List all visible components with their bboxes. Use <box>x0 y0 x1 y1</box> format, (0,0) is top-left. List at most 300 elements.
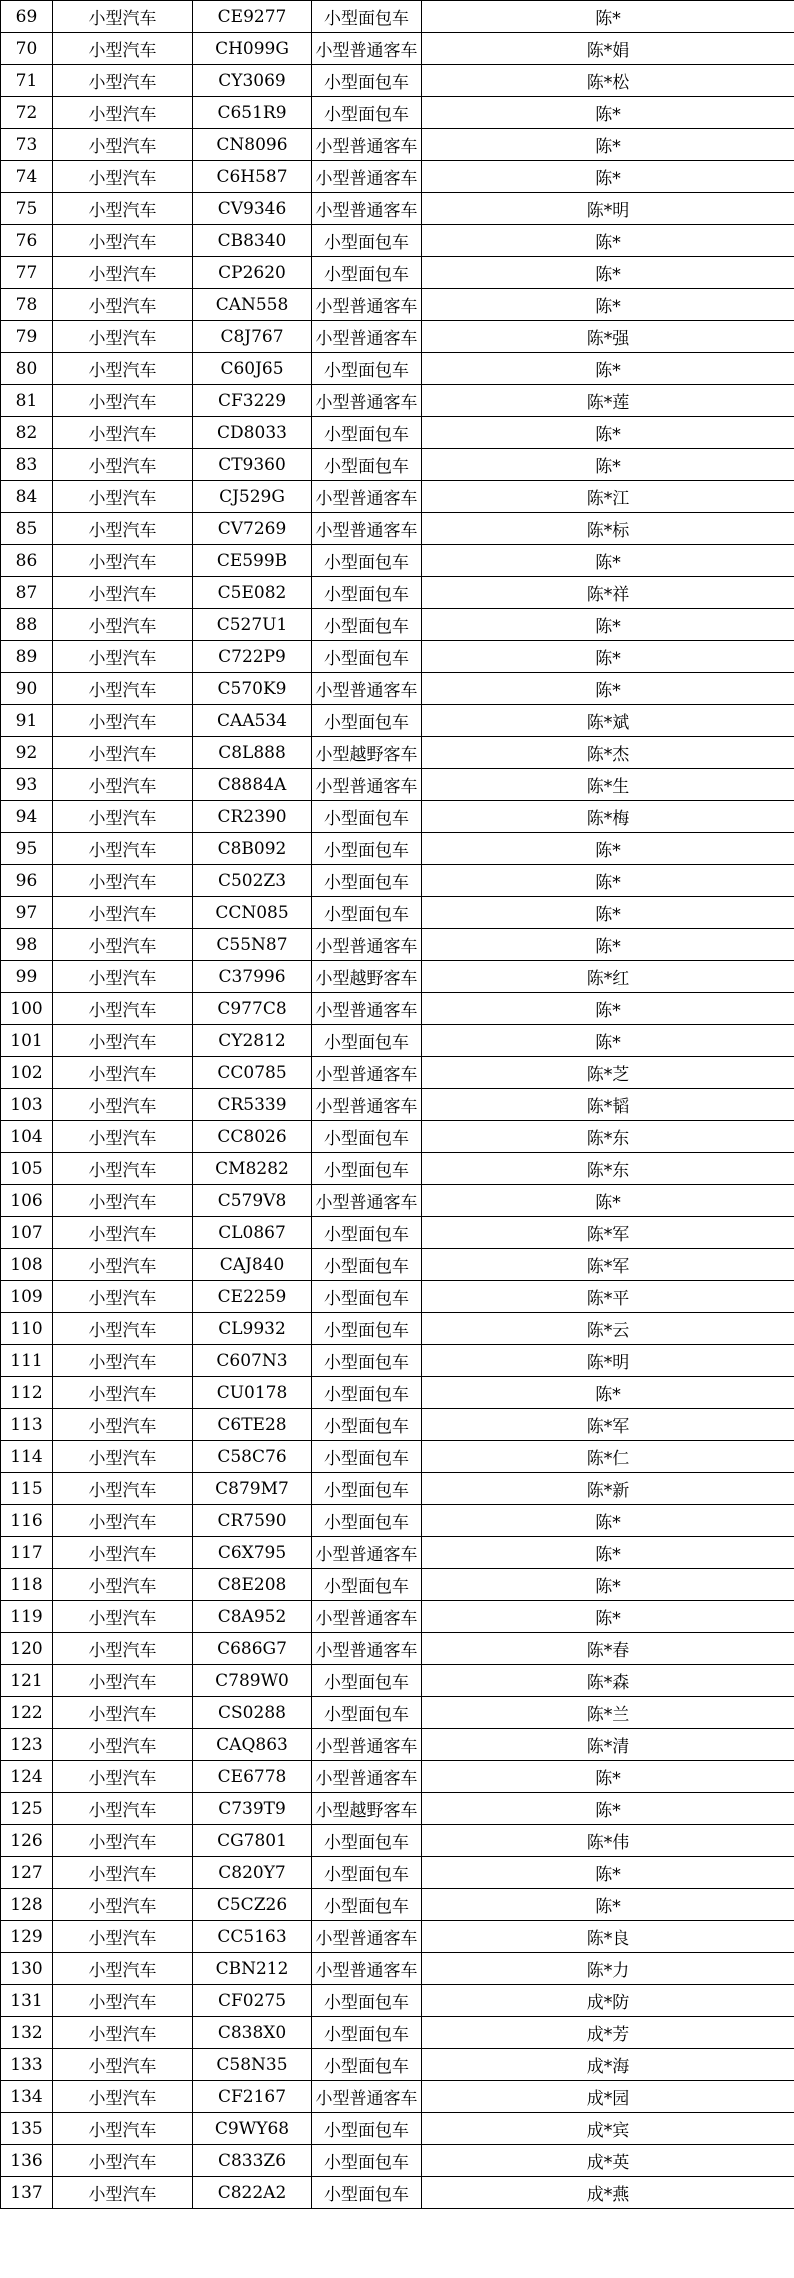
owner-name-cell: 陈* <box>422 1889 794 1921</box>
table-row <box>1 1537 794 1569</box>
plate-type-cell: 小型汽车 <box>53 1761 193 1793</box>
vehicle-type-cell: 小型面包车 <box>312 1281 422 1313</box>
vehicle-type-cell: 小型普通客车 <box>312 481 422 513</box>
row-number-cell: 129 <box>1 1921 53 1953</box>
row-number-cell: 122 <box>1 1697 53 1729</box>
owner-name-cell: 成*英 <box>422 2145 794 2177</box>
plate-type-cell: 小型汽车 <box>53 1377 193 1409</box>
plate-type-cell: 小型汽车 <box>53 1409 193 1441</box>
table-row <box>1 801 794 833</box>
table-row <box>1 1249 794 1281</box>
plate-type-cell: 小型汽车 <box>53 897 193 929</box>
vehicle-type-cell: 小型面包车 <box>312 641 422 673</box>
plate-number-cell: CV9346 <box>193 193 312 225</box>
table-row <box>1 673 794 705</box>
plate-type-cell: 小型汽车 <box>53 833 193 865</box>
plate-number-cell: CB8340 <box>193 225 312 257</box>
row-number-cell: 71 <box>1 65 53 97</box>
plate-type-cell: 小型汽车 <box>53 1825 193 1857</box>
table-row <box>1 1953 794 1985</box>
owner-name-cell: 陈* <box>422 97 794 129</box>
plate-number-cell: CL9932 <box>193 1313 312 1345</box>
table-row <box>1 1025 794 1057</box>
row-number-cell: 92 <box>1 737 53 769</box>
table-row <box>1 1921 794 1953</box>
owner-name-cell: 陈*莲 <box>422 385 794 417</box>
row-number-cell: 86 <box>1 545 53 577</box>
row-number-cell: 113 <box>1 1409 53 1441</box>
plate-number-cell: CU0178 <box>193 1377 312 1409</box>
plate-number-cell: CH099G <box>193 33 312 65</box>
plate-type-cell: 小型汽车 <box>53 1793 193 1825</box>
row-number-cell: 125 <box>1 1793 53 1825</box>
row-number-cell: 126 <box>1 1825 53 1857</box>
vehicle-type-cell: 小型普通客车 <box>312 321 422 353</box>
table-row <box>1 385 794 417</box>
owner-name-cell: 陈* <box>422 1601 794 1633</box>
table-row <box>1 1857 794 1889</box>
plate-number-cell: C579V8 <box>193 1185 312 1217</box>
vehicle-type-cell: 小型面包车 <box>312 225 422 257</box>
row-number-cell: 103 <box>1 1089 53 1121</box>
owner-name-cell: 陈* <box>422 1537 794 1569</box>
row-number-cell: 127 <box>1 1857 53 1889</box>
owner-name-cell: 陈*芝 <box>422 1057 794 1089</box>
row-number-cell: 74 <box>1 161 53 193</box>
row-number-cell: 116 <box>1 1505 53 1537</box>
vehicle-type-cell: 小型面包车 <box>312 1 422 33</box>
table-row <box>1 961 794 993</box>
plate-type-cell: 小型汽车 <box>53 1633 193 1665</box>
row-number-cell: 124 <box>1 1761 53 1793</box>
owner-name-cell: 成*防 <box>422 1985 794 2017</box>
owner-name-cell: 陈*森 <box>422 1665 794 1697</box>
vehicle-type-cell: 小型普通客车 <box>312 1057 422 1089</box>
plate-number-cell: C5E082 <box>193 577 312 609</box>
vehicle-type-cell: 小型面包车 <box>312 577 422 609</box>
vehicle-type-cell: 小型面包车 <box>312 609 422 641</box>
plate-type-cell: 小型汽车 <box>53 2177 193 2209</box>
table-row <box>1 161 794 193</box>
plate-type-cell: 小型汽车 <box>53 193 193 225</box>
vehicle-type-cell: 小型面包车 <box>312 1697 422 1729</box>
row-number-cell: 99 <box>1 961 53 993</box>
plate-number-cell: C58C76 <box>193 1441 312 1473</box>
owner-name-cell: 成*园 <box>422 2081 794 2113</box>
table-row <box>1 769 794 801</box>
row-number-cell: 95 <box>1 833 53 865</box>
table-row <box>1 449 794 481</box>
vehicle-type-cell: 小型普通客车 <box>312 129 422 161</box>
owner-name-cell: 陈* <box>422 225 794 257</box>
plate-type-cell: 小型汽车 <box>53 289 193 321</box>
row-number-cell: 94 <box>1 801 53 833</box>
plate-type-cell: 小型汽车 <box>53 1697 193 1729</box>
vehicle-type-cell: 小型面包车 <box>312 897 422 929</box>
vehicle-type-cell: 小型普通客车 <box>312 385 422 417</box>
plate-number-cell: C55N87 <box>193 929 312 961</box>
vehicle-type-cell: 小型普通客车 <box>312 1601 422 1633</box>
row-number-cell: 118 <box>1 1569 53 1601</box>
owner-name-cell: 陈*梅 <box>422 801 794 833</box>
plate-number-cell: CC8026 <box>193 1121 312 1153</box>
table-row <box>1 353 794 385</box>
plate-type-cell: 小型汽车 <box>53 1185 193 1217</box>
table-row <box>1 65 794 97</box>
vehicle-type-cell: 小型普通客车 <box>312 1633 422 1665</box>
plate-type-cell: 小型汽车 <box>53 449 193 481</box>
table-row <box>1 641 794 673</box>
plate-number-cell: C9WY68 <box>193 2113 312 2145</box>
plate-type-cell: 小型汽车 <box>53 2017 193 2049</box>
owner-name-cell: 成*燕 <box>422 2177 794 2209</box>
vehicle-type-cell: 小型面包车 <box>312 1313 422 1345</box>
plate-number-cell: CE6778 <box>193 1761 312 1793</box>
plate-number-cell: C833Z6 <box>193 2145 312 2177</box>
vehicle-type-cell: 小型普通客车 <box>312 33 422 65</box>
vehicle-type-cell: 小型普通客车 <box>312 193 422 225</box>
owner-name-cell: 陈* <box>422 1025 794 1057</box>
owner-name-cell: 陈*江 <box>422 481 794 513</box>
table-row <box>1 1473 794 1505</box>
row-number-cell: 89 <box>1 641 53 673</box>
table-row <box>1 897 794 929</box>
plate-number-cell: C789W0 <box>193 1665 312 1697</box>
owner-name-cell: 陈* <box>422 833 794 865</box>
row-number-cell: 137 <box>1 2177 53 2209</box>
plate-number-cell: C8L888 <box>193 737 312 769</box>
plate-number-cell: CE599B <box>193 545 312 577</box>
table-row <box>1 2145 794 2177</box>
row-number-cell: 88 <box>1 609 53 641</box>
table-row <box>1 609 794 641</box>
row-number-cell: 91 <box>1 705 53 737</box>
row-number-cell: 70 <box>1 33 53 65</box>
plate-number-cell: CC0785 <box>193 1057 312 1089</box>
plate-number-cell: CAN558 <box>193 289 312 321</box>
vehicle-type-cell: 小型普通客车 <box>312 1953 422 1985</box>
owner-name-cell: 陈*强 <box>422 321 794 353</box>
owner-name-cell: 陈*韬 <box>422 1089 794 1121</box>
owner-name-cell: 陈* <box>422 865 794 897</box>
plate-number-cell: C651R9 <box>193 97 312 129</box>
table-row <box>1 225 794 257</box>
plate-number-cell: C8884A <box>193 769 312 801</box>
owner-name-cell: 陈* <box>422 289 794 321</box>
vehicle-type-cell: 小型越野客车 <box>312 1793 422 1825</box>
row-number-cell: 110 <box>1 1313 53 1345</box>
plate-type-cell: 小型汽车 <box>53 1121 193 1153</box>
table-row <box>1 2049 794 2081</box>
vehicle-type-cell: 小型面包车 <box>312 1025 422 1057</box>
owner-name-cell: 陈* <box>422 449 794 481</box>
row-number-cell: 131 <box>1 1985 53 2017</box>
plate-type-cell: 小型汽车 <box>53 385 193 417</box>
table-row <box>1 481 794 513</box>
vehicle-type-cell: 小型面包车 <box>312 1345 422 1377</box>
plate-number-cell: CY2812 <box>193 1025 312 1057</box>
plate-number-cell: C686G7 <box>193 1633 312 1665</box>
plate-number-cell: C6X795 <box>193 1537 312 1569</box>
vehicle-type-cell: 小型普通客车 <box>312 673 422 705</box>
vehicle-type-cell: 小型面包车 <box>312 65 422 97</box>
plate-number-cell: CC5163 <box>193 1921 312 1953</box>
owner-name-cell: 陈* <box>422 129 794 161</box>
plate-type-cell: 小型汽车 <box>53 1665 193 1697</box>
vehicle-type-cell: 小型面包车 <box>312 353 422 385</box>
plate-type-cell: 小型汽车 <box>53 2081 193 2113</box>
table-row <box>1 193 794 225</box>
plate-number-cell: CAQ863 <box>193 1729 312 1761</box>
row-number-cell: 136 <box>1 2145 53 2177</box>
owner-name-cell: 陈* <box>422 545 794 577</box>
row-number-cell: 78 <box>1 289 53 321</box>
plate-type-cell: 小型汽车 <box>53 225 193 257</box>
plate-number-cell: C8A952 <box>193 1601 312 1633</box>
table-row <box>1 2017 794 2049</box>
plate-number-cell: CE9277 <box>193 1 312 33</box>
vehicle-type-cell: 小型普通客车 <box>312 929 422 961</box>
owner-name-cell: 陈*军 <box>422 1409 794 1441</box>
table-row <box>1 1697 794 1729</box>
owner-name-cell: 陈* <box>422 609 794 641</box>
row-number-cell: 96 <box>1 865 53 897</box>
owner-name-cell: 陈* <box>422 1761 794 1793</box>
vehicle-type-cell: 小型面包车 <box>312 833 422 865</box>
owner-name-cell: 陈*平 <box>422 1281 794 1313</box>
vehicle-type-cell: 小型面包车 <box>312 705 422 737</box>
row-number-cell: 111 <box>1 1345 53 1377</box>
owner-name-cell: 陈*标 <box>422 513 794 545</box>
plate-type-cell: 小型汽车 <box>53 1953 193 1985</box>
table-row <box>1 1153 794 1185</box>
plate-number-cell: C820Y7 <box>193 1857 312 1889</box>
plate-type-cell: 小型汽车 <box>53 1089 193 1121</box>
row-number-cell: 97 <box>1 897 53 929</box>
owner-name-cell: 陈*明 <box>422 193 794 225</box>
owner-name-cell: 陈*力 <box>422 1953 794 1985</box>
table-row <box>1 1313 794 1345</box>
owner-name-cell: 陈* <box>422 1569 794 1601</box>
owner-name-cell: 陈*祥 <box>422 577 794 609</box>
row-number-cell: 121 <box>1 1665 53 1697</box>
plate-number-cell: CN8096 <box>193 129 312 161</box>
vehicle-type-cell: 小型面包车 <box>312 417 422 449</box>
table-row <box>1 2081 794 2113</box>
row-number-cell: 100 <box>1 993 53 1025</box>
plate-type-cell: 小型汽车 <box>53 1569 193 1601</box>
table-row <box>1 1793 794 1825</box>
owner-name-cell: 陈*松 <box>422 65 794 97</box>
plate-type-cell: 小型汽车 <box>53 2113 193 2145</box>
plate-type-cell: 小型汽车 <box>53 1985 193 2017</box>
plate-type-cell: 小型汽车 <box>53 97 193 129</box>
plate-type-cell: 小型汽车 <box>53 737 193 769</box>
plate-number-cell: C502Z3 <box>193 865 312 897</box>
owner-name-cell: 陈*斌 <box>422 705 794 737</box>
vehicle-type-cell: 小型面包车 <box>312 1985 422 2017</box>
plate-type-cell: 小型汽车 <box>53 993 193 1025</box>
table-row <box>1 289 794 321</box>
table-row <box>1 2177 794 2209</box>
row-number-cell: 117 <box>1 1537 53 1569</box>
plate-type-cell: 小型汽车 <box>53 1537 193 1569</box>
table-row <box>1 545 794 577</box>
plate-type-cell: 小型汽车 <box>53 1857 193 1889</box>
vehicle-type-cell: 小型面包车 <box>312 2049 422 2081</box>
table-row <box>1 1889 794 1921</box>
table-row <box>1 1569 794 1601</box>
plate-type-cell: 小型汽车 <box>53 1505 193 1537</box>
plate-number-cell: CF2167 <box>193 2081 312 2113</box>
owner-name-cell: 陈* <box>422 417 794 449</box>
plate-type-cell: 小型汽车 <box>53 1313 193 1345</box>
table-row <box>1 1665 794 1697</box>
vehicle-type-cell: 小型普通客车 <box>312 1729 422 1761</box>
vehicle-type-cell: 小型面包车 <box>312 1441 422 1473</box>
owner-name-cell: 陈* <box>422 1185 794 1217</box>
plate-number-cell: CG7801 <box>193 1825 312 1857</box>
plate-type-cell: 小型汽车 <box>53 2049 193 2081</box>
plate-number-cell: CR2390 <box>193 801 312 833</box>
plate-number-cell: C6TE28 <box>193 1409 312 1441</box>
plate-number-cell: CJ529G <box>193 481 312 513</box>
plate-type-cell: 小型汽车 <box>53 1025 193 1057</box>
plate-type-cell: 小型汽车 <box>53 609 193 641</box>
plate-number-cell: C977C8 <box>193 993 312 1025</box>
plate-number-cell: C879M7 <box>193 1473 312 1505</box>
owner-name-cell: 陈* <box>422 257 794 289</box>
owner-name-cell: 陈*杰 <box>422 737 794 769</box>
plate-type-cell: 小型汽车 <box>53 1281 193 1313</box>
row-number-cell: 107 <box>1 1217 53 1249</box>
row-number-cell: 72 <box>1 97 53 129</box>
row-number-cell: 87 <box>1 577 53 609</box>
plate-type-cell: 小型汽车 <box>53 33 193 65</box>
table-row <box>1 417 794 449</box>
table-row <box>1 705 794 737</box>
table-row <box>1 1441 794 1473</box>
row-number-cell: 81 <box>1 385 53 417</box>
table-row <box>1 1601 794 1633</box>
owner-name-cell: 陈* <box>422 929 794 961</box>
plate-type-cell: 小型汽车 <box>53 2145 193 2177</box>
plate-number-cell: C58N35 <box>193 2049 312 2081</box>
vehicle-type-cell: 小型越野客车 <box>312 737 422 769</box>
vehicle-type-cell: 小型普通客车 <box>312 2081 422 2113</box>
plate-number-cell: CBN212 <box>193 1953 312 1985</box>
row-number-cell: 76 <box>1 225 53 257</box>
row-number-cell: 75 <box>1 193 53 225</box>
table-row <box>1 1281 794 1313</box>
vehicle-type-cell: 小型面包车 <box>312 865 422 897</box>
row-number-cell: 69 <box>1 1 53 33</box>
plate-type-cell: 小型汽车 <box>53 801 193 833</box>
plate-type-cell: 小型汽车 <box>53 417 193 449</box>
plate-number-cell: CF3229 <box>193 385 312 417</box>
owner-name-cell: 陈*明 <box>422 1345 794 1377</box>
plate-number-cell: CP2620 <box>193 257 312 289</box>
plate-number-cell: C570K9 <box>193 673 312 705</box>
vehicle-type-cell: 小型普通客车 <box>312 289 422 321</box>
vehicle-type-cell: 小型越野客车 <box>312 961 422 993</box>
plate-number-cell: CAA534 <box>193 705 312 737</box>
table-row <box>1 513 794 545</box>
owner-name-cell: 陈* <box>422 897 794 929</box>
plate-type-cell: 小型汽车 <box>53 641 193 673</box>
table-row <box>1 1057 794 1089</box>
vehicle-type-cell: 小型面包车 <box>312 1249 422 1281</box>
table-row <box>1 1825 794 1857</box>
plate-number-cell: CAJ840 <box>193 1249 312 1281</box>
vehicle-type-cell: 小型面包车 <box>312 1153 422 1185</box>
vehicle-type-cell: 小型面包车 <box>312 801 422 833</box>
owner-name-cell: 陈*清 <box>422 1729 794 1761</box>
plate-type-cell: 小型汽车 <box>53 513 193 545</box>
row-number-cell: 98 <box>1 929 53 961</box>
plate-type-cell: 小型汽车 <box>53 929 193 961</box>
vehicle-type-cell: 小型普通客车 <box>312 161 422 193</box>
table-row <box>1 1217 794 1249</box>
row-number-cell: 102 <box>1 1057 53 1089</box>
vehicle-type-cell: 小型面包车 <box>312 1217 422 1249</box>
vehicle-type-cell: 小型普通客车 <box>312 1089 422 1121</box>
row-number-cell: 83 <box>1 449 53 481</box>
table-row <box>1 737 794 769</box>
vehicle-type-cell: 小型面包车 <box>312 1473 422 1505</box>
table-row <box>1 1409 794 1441</box>
vehicle-type-cell: 小型面包车 <box>312 1825 422 1857</box>
plate-number-cell: CL0867 <box>193 1217 312 1249</box>
plate-type-cell: 小型汽车 <box>53 1601 193 1633</box>
vehicle-type-cell: 小型普通客车 <box>312 993 422 1025</box>
owner-name-cell: 陈*红 <box>422 961 794 993</box>
plate-number-cell: C8B092 <box>193 833 312 865</box>
table-row <box>1 1185 794 1217</box>
plate-type-cell: 小型汽车 <box>53 577 193 609</box>
vehicle-type-cell: 小型面包车 <box>312 1569 422 1601</box>
plate-type-cell: 小型汽车 <box>53 257 193 289</box>
row-number-cell: 85 <box>1 513 53 545</box>
owner-name-cell: 陈*新 <box>422 1473 794 1505</box>
plate-type-cell: 小型汽车 <box>53 1057 193 1089</box>
row-number-cell: 90 <box>1 673 53 705</box>
table-row <box>1 833 794 865</box>
plate-number-cell: C6H587 <box>193 161 312 193</box>
plate-type-cell: 小型汽车 <box>53 1249 193 1281</box>
plate-type-cell: 小型汽车 <box>53 1217 193 1249</box>
plate-number-cell: CE2259 <box>193 1281 312 1313</box>
vehicle-type-cell: 小型面包车 <box>312 1409 422 1441</box>
table-row <box>1 1505 794 1537</box>
vehicle-type-cell: 小型面包车 <box>312 545 422 577</box>
plate-type-cell: 小型汽车 <box>53 705 193 737</box>
owner-name-cell: 陈* <box>422 993 794 1025</box>
vehicle-type-cell: 小型普通客车 <box>312 1761 422 1793</box>
vehicle-type-cell: 小型面包车 <box>312 1377 422 1409</box>
vehicle-type-cell: 小型面包车 <box>312 449 422 481</box>
owner-name-cell: 陈* <box>422 161 794 193</box>
plate-type-cell: 小型汽车 <box>53 129 193 161</box>
plate-type-cell: 小型汽车 <box>53 353 193 385</box>
plate-number-cell: CY3069 <box>193 65 312 97</box>
row-number-cell: 77 <box>1 257 53 289</box>
vehicle-type-cell: 小型普通客车 <box>312 513 422 545</box>
row-number-cell: 104 <box>1 1121 53 1153</box>
plate-type-cell: 小型汽车 <box>53 65 193 97</box>
row-number-cell: 82 <box>1 417 53 449</box>
row-number-cell: 128 <box>1 1889 53 1921</box>
